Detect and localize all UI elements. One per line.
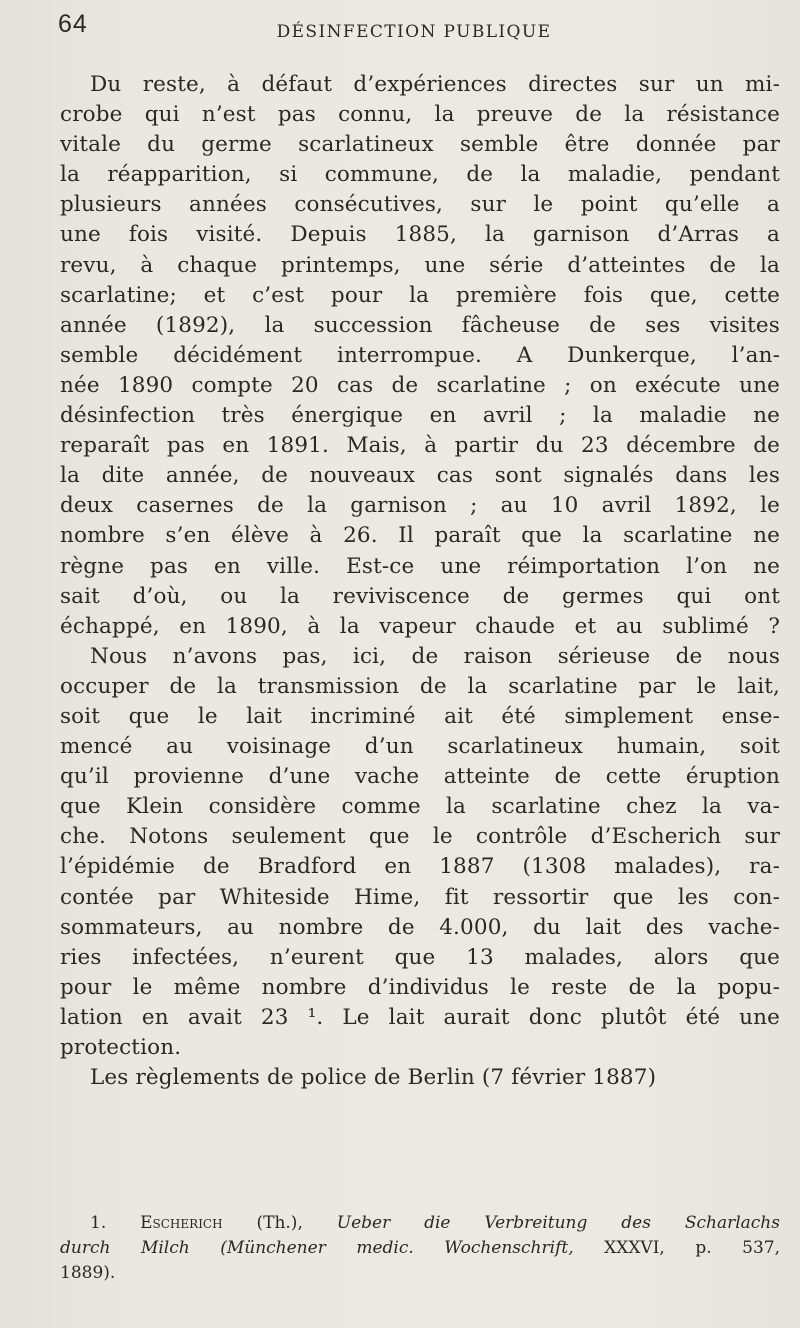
text-line: che. Notons seulement que le contrôle d’Escherich sur [60, 824, 780, 850]
text-line: revu, à chaque printemps, une série d’atteintes de la [60, 252, 780, 278]
text-line: mencé au voisinage d’un scarlatineux humain, soit [60, 734, 780, 760]
text-line: Les règlements de police de Berlin (7 février 1887) [90, 1065, 657, 1091]
text-line: sait d’où, ou la reviviscence de germes qui ont [60, 583, 780, 609]
footnote-number: 1. [90, 1213, 107, 1233]
text-line: ries infectées, n’eurent que 13 malades, alors que [60, 944, 780, 970]
text-line: reparaît pas en 1891. Mais, à partir du 23 décembre de [60, 433, 780, 459]
text-line: la dite année, de nouveaux cas sont signalés dans les [60, 463, 780, 489]
text-line: plusieurs années consécutives, sur le point qu’elle a [60, 192, 780, 218]
running-head: DÉSINFECTION PUBLIQUE [276, 22, 552, 42]
footnote-year: 1889). [60, 1263, 116, 1283]
footnote-title: Ueber die Verbreitung des Scharlachs [336, 1213, 780, 1233]
body-text [60, 70, 780, 1093]
text-line: crobe qui n’est pas connu, la preuve de la résistance [60, 102, 780, 128]
footnote-journal: (Münchener medic. Wochenschrift, [220, 1238, 574, 1258]
text-line: règne pas en ville. Est-ce une réimportation l’on ne [60, 553, 780, 579]
text-line: nombre s’en élève à 26. Il paraît que la scarlatine ne [60, 523, 780, 549]
footnote-author-initial: (Th.), [256, 1213, 303, 1233]
text-line: vitale du germe scarlatineux semble être donnée par [60, 132, 780, 158]
text-line: née 1890 compte 20 cas de scarlatine ; on exécute une [60, 372, 780, 398]
text-line: lation en avait 23 ¹. Le lait aurait donc plutôt été une [60, 1004, 780, 1030]
text-line: deux casernes de la garnison ; au 10 avril 1892, le [60, 493, 780, 519]
text-line: semble décidément interrompue. A Dunkerque, l’an- [60, 342, 780, 368]
text-line: protection. [60, 1035, 182, 1060]
page-number: 64 [58, 10, 88, 38]
text-line: échappé, en 1890, à la vapeur chaude et au sublimé ? [60, 613, 780, 639]
footnote [60, 1211, 780, 1286]
footnote-title-cont: durch Milch [60, 1238, 190, 1258]
footnote-line [60, 1261, 780, 1286]
footnote-details: XXXVI, p. 537, [604, 1238, 780, 1258]
text-line: une fois visité. Depuis 1885, la garnison d’Arras a [60, 222, 780, 248]
text-line: qu’il provienne d’une vache atteinte de cette éruption [60, 764, 780, 790]
text-line: pour le même nombre d’individus le reste de la popu- [60, 974, 780, 1000]
text-line: occuper de la transmission de la scarlatine par le lait, [60, 673, 780, 699]
text-line: Nous n’avons pas, ici, de raison sérieuse de nous [90, 643, 780, 669]
text-line: sommateurs, au nombre de 4.000, du lait des vache- [60, 914, 780, 940]
text-line: la réapparition, si commune, de la maladie, pendant [60, 162, 780, 188]
text-line: année (1892), la succession fâcheuse de ses visites [60, 312, 780, 338]
text-line: contée par Whiteside Hime, fit ressortir que les con- [60, 884, 780, 910]
text-line: désinfection très énergique en avril ; la maladie ne [60, 403, 780, 429]
text-line: soit que le lait incriminé ait été simplement ense- [60, 703, 780, 729]
footnote-author: Escherich [140, 1213, 223, 1233]
text-line: l’épidémie de Bradford en 1887 (1308 malades), ra- [60, 854, 780, 880]
text-line: que Klein considère comme la scarlatine chez la va- [60, 794, 780, 820]
footnote-line [60, 1236, 780, 1261]
text-line: Du reste, à défaut d’expériences directes sur un mi- [90, 72, 780, 97]
footnote-line [60, 1211, 780, 1236]
text-line: scarlatine; et c’est pour la première fois que, cette [60, 282, 780, 308]
